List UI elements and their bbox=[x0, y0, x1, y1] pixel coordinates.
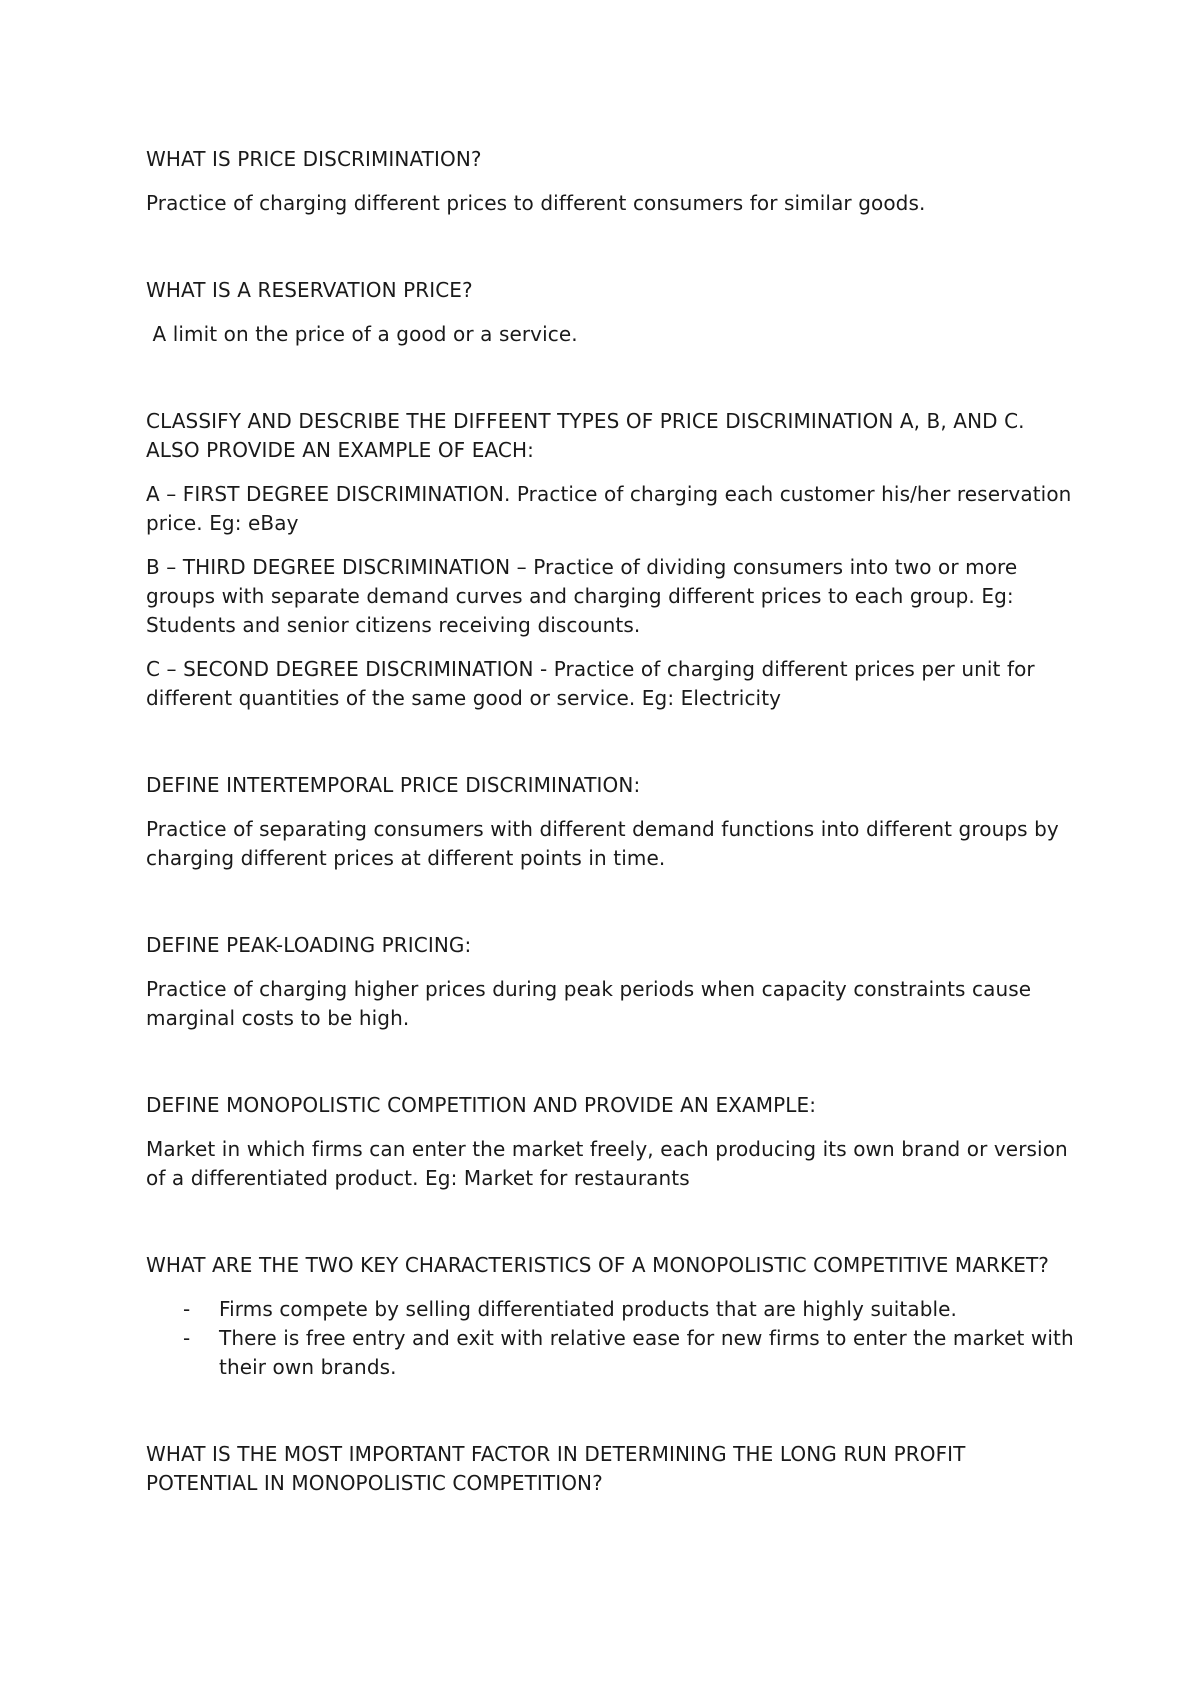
question-heading-reservation-price: WHAT IS A RESERVATION PRICE? bbox=[146, 278, 473, 302]
answer-intertemporal: Practice of separating consumers with different demand functions into different groups by charging different prices at different points in time. bbox=[146, 817, 1059, 870]
dash-marker: - bbox=[183, 1326, 191, 1350]
answer-reservation-price: A limit on the price of a good or a service. bbox=[146, 322, 578, 346]
answer-price-discrimination: Practice of charging different prices to different consumers for similar goods. bbox=[146, 191, 926, 215]
list-item bbox=[146, 1295, 1076, 1324]
list-item-text: There is free entry and exit with relative ease for new firms to enter the market with their own brands. bbox=[219, 1326, 1074, 1379]
discrimination-type-a: A – FIRST DEGREE DISCRIMINATION. Practice of charging each customer his/her reservation price. Eg: eBay bbox=[146, 482, 1072, 535]
list-item bbox=[146, 1324, 1076, 1382]
answer-peak-loading: Practice of charging higher prices during peak periods when capacity constraints cause marginal costs to be high. bbox=[146, 977, 1032, 1030]
list-item-text: Firms compete by selling differentiated products that are highly suitable. bbox=[219, 1297, 958, 1321]
discrimination-type-c: C – SECOND DEGREE DISCRIMINATION - Practice of charging different prices per unit for different quantities of the same good or service. Eg: Electricity bbox=[146, 657, 1035, 710]
answer-monopolistic-competition: Market in which firms can enter the market freely, each producing its own brand or version of a differentiated product. Eg: Market for restaurants bbox=[146, 1137, 1068, 1190]
question-heading-monopolistic-competition: DEFINE MONOPOLISTIC COMPETITION AND PROVIDE AN EXAMPLE: bbox=[146, 1093, 817, 1117]
document-page bbox=[146, 145, 1076, 1513]
discrimination-type-b: B – THIRD DEGREE DISCRIMINATION – Practice of dividing consumers into two or more groups with separate demand curves and charging different prices to each group. Eg: Students and senior citizens receiving discounts. bbox=[146, 555, 1018, 637]
question-heading-long-run-profit: WHAT IS THE MOST IMPORTANT FACTOR IN DETERMINING THE LONG RUN PROFIT POTENTIAL IN MONOPOLISTIC COMPETITION? bbox=[146, 1442, 966, 1495]
characteristics-list bbox=[146, 1295, 1076, 1382]
question-heading-intertemporal: DEFINE INTERTEMPORAL PRICE DISCRIMINATION: bbox=[146, 773, 641, 797]
dash-marker: - bbox=[183, 1297, 191, 1321]
question-heading-peak-loading: DEFINE PEAK-LOADING PRICING: bbox=[146, 933, 472, 957]
question-heading-key-characteristics: WHAT ARE THE TWO KEY CHARACTERISTICS OF A MONOPOLISTIC COMPETITIVE MARKET? bbox=[146, 1253, 1050, 1277]
question-heading-discrimination-types: CLASSIFY AND DESCRIBE THE DIFFEENT TYPES OF PRICE DISCRIMINATION A, B, AND C. ALSO PROVIDE AN EXAMPLE OF EACH: bbox=[146, 409, 1025, 462]
question-heading-price-discrimination: WHAT IS PRICE DISCRIMINATION? bbox=[146, 147, 482, 171]
